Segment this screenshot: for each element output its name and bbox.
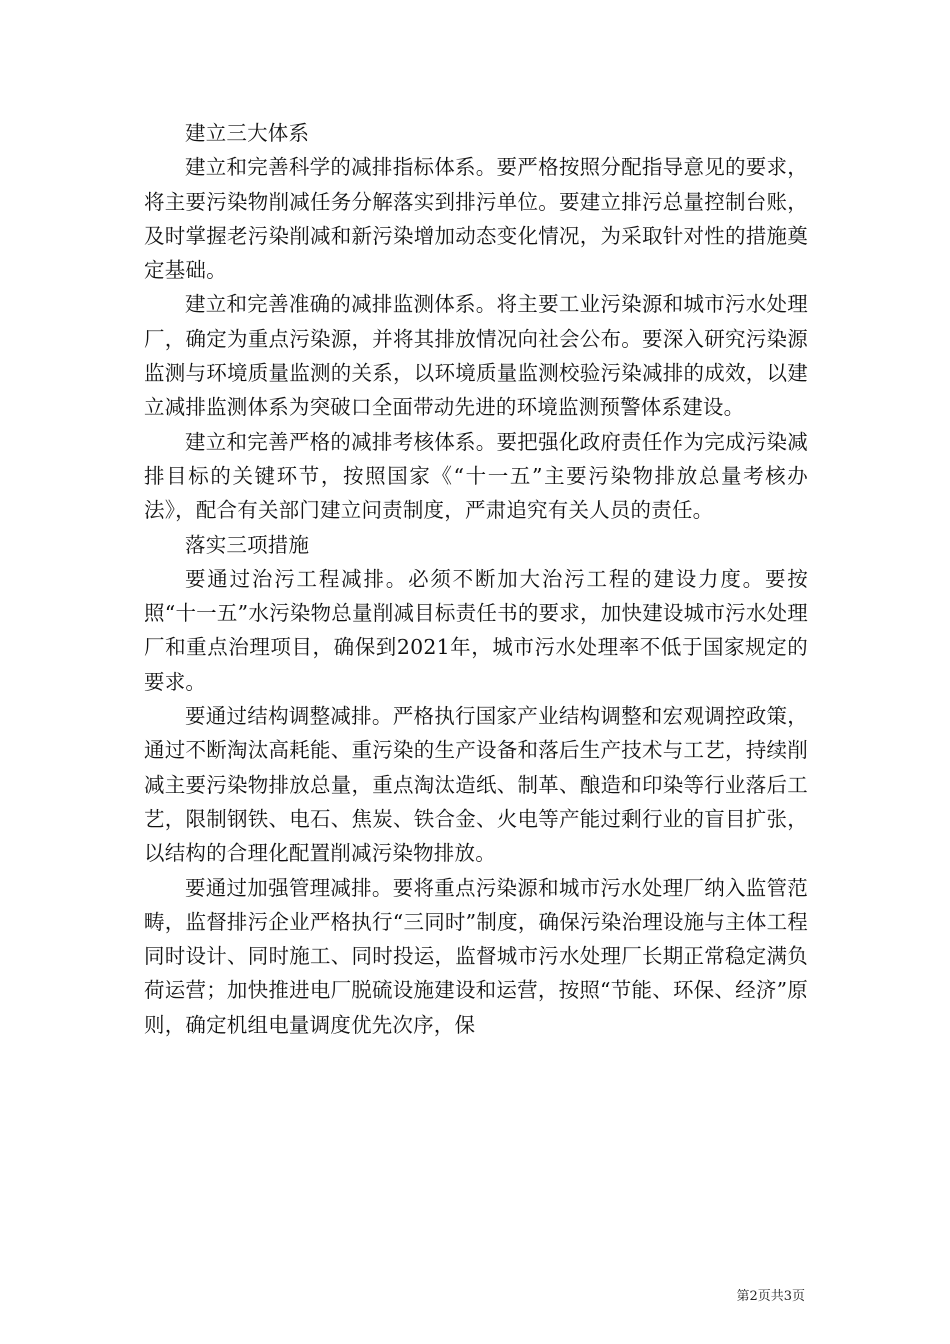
page-number-footer: 第2页共3页 [736, 1289, 805, 1304]
paragraph-assessment-system: 建立和完善严格的减排考核体系。要把强化政府责任作为完成污染减排目标的关键环节，按照国家《“十一五”主要污染物排放总量考核办法》，配合有关部门建立问责制度，严肃追究有关人员的责任。 [144, 429, 808, 523]
paragraph-monitoring-system: 建立和完善准确的减排监测体系。将主要工业污染源和城市污水处理厂，确定为重点污染源，并将其排放情况向社会公布。要深入研究污染源监测与环境质量监测的关系，以环境质量监测校验污染减排的成效，以建立减排监测体系为突破口全面带动先进的环境监测预警体系建设。 [144, 292, 808, 420]
section-heading-measures: 落实三项措施 [185, 532, 310, 557]
section-heading-systems: 建立三大体系 [185, 121, 310, 145]
paragraph-engineering-reduction: 要通过治污工程减排。必须不断加大治污工程的建设力度。要按照“十一五”水污染物总量削减目标责任书的要求，加快建设城市污水处理厂和重点治理项目，确保到2021年，城市污水处理率不低于国家规定的要求。 [144, 566, 808, 694]
document-body [144, 116, 808, 1042]
paragraph-indicator-system: 建立和完善科学的减排指标体系。要严格按照分配指导意见的要求，将主要污染物削减任务分解落实到排污单位。要建立排污总量控制台账，及时掌握老污染削减和新污染增加动态变化情况，为采取针对性的措施奠定基础。 [144, 155, 808, 283]
paragraph-structural-reduction: 要通过结构调整减排。严格执行国家产业结构调整和宏观调控政策，通过不断淘汰高耗能、重污染的生产设备和落后生产技术与工艺，持续削减主要污染物排放总量，重点淘汰造纸、制革、酿造和印染等行业落后工艺，限制钢铁、电石、焦炭、铁合金、火电等产能过剩行业的盲目扩张，以结构的合理化配置削减污染物排放。 [144, 704, 808, 866]
paragraph-management-reduction: 要通过加强管理减排。要将重点污染源和城市污水处理厂纳入监管范畴，监督排污企业严格执行“三同时”制度，确保污染治理设施与主体工程同时设计、同时施工、同时投运，监督城市污水处理厂长期正常稳定满负荷运营；加快推进电厂脱硫设施建设和运营，按照“节能、环保、经济”原则，确定机组电量调度优先次序，保 [144, 875, 808, 1037]
